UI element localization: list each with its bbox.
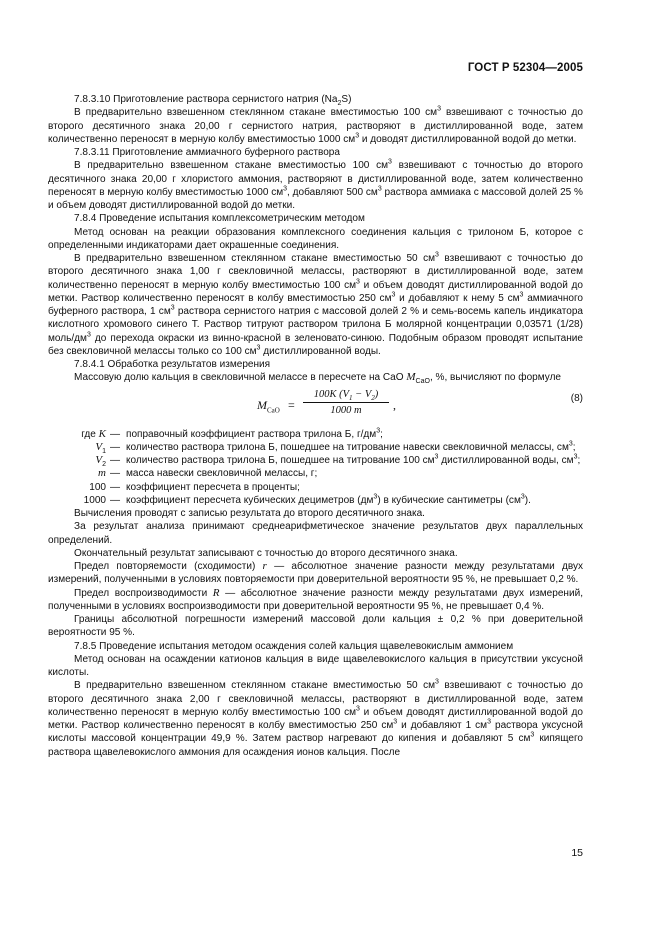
definition-item: где K — поправочный коэффициент раствора трилона Б, $г/дм^3$; (81, 427, 383, 440)
section-title-7-8-3-10: 7.8.3.10 Приготовление раствора сернистого натрия $(Na_2S)$ (74, 94, 352, 107)
section-title-7-8-4: 7.8.4 Проведение испытания комплексометрическим методом (74, 213, 365, 225)
paragraph-final-result: Окончательный результат записывают с точностью до второго десятичного знака. (74, 547, 458, 559)
paragraph-complexometric-procedure: В предварительно взвешенном стеклянном стакане вместимостью 50 $см^3$ взвешивают с точностью до второго десятичного знака 1,00 г свекловичной мелассы, растворяют в дистиллированной воде, затем количественно переносят в мерную колбу вместимостью 100 $см^3$ и объем доводят дистиллированной водой до метки. Раствор количественно переносят в колбу вместимостью 250 $см^3$ и добавляют к нему 5 $см^3$ аммиачного буферного раствора, 1 $см^3$ раствора сернистого натрия с массовой долей 2 % и семь-восемь капель индикатора кислотного хромового синего Т. Раствор титруют раствором трилона Б молярной концентрации 0,03571 (1/28) моль/$дм^3$ до перехода окраски из винно-красной в зеленовато-синюю. Подобным образом проводят испытание без свекловичной мелассы только со 100 $см^3$ дистиллированной воды. (48, 251, 584, 357)
paragraph-error-bounds: Границы абсолютной погрешности измерений массовой доли кальция ± 0,2 % при доверительной вероятности 95 %. (48, 614, 583, 639)
formula-8 (48, 388, 583, 424)
definition-item: $V_2$ — количество раствора трилона Б, пошедшее на титрование 100 $см^3$ дистиллированной воды, $см^3$; (95, 453, 581, 468)
paragraph-oxalate-principle: Метод основан на осаждении катионов кальция в виде щавелевокислого кальция в присутствии уксусной кислоты. (48, 653, 583, 678)
document-body (48, 93, 583, 759)
paragraph-formula-intro: Массовую долю кальция в свекловичной мелассе в пересчете на CaO $M_{CaO}$, %, вычисляют по формуле (74, 371, 562, 386)
section-title-7-8-4-1: 7.8.4.1 Обработка результатов измерения (74, 359, 271, 370)
definition-item: $V_1$ — количество раствора трилона Б, пошедшее на титрование навески свекловичной мелассы, $см^3$; (95, 440, 576, 455)
section-title-7-8-5: 7.8.5 Проведение испытания методом осаждения солей кальция щавелевокислым аммонием (74, 640, 514, 652)
paragraph-reproducibility: Предел воспроизводимости R — абсолютное значение разности между результатами двух измерений, полученными в условиях воспроизводимости при доверительной вероятности 95 %, не превышает 0,4 %. (48, 586, 583, 612)
formula-fraction (303, 388, 389, 418)
formula-lhs: $M_{CaO}$ (257, 397, 280, 414)
formula-definitions (48, 428, 583, 508)
paragraph-calculations: Вычисления проводят с записью результата до второго десятичного знака. (74, 508, 425, 519)
paragraph-7-8-3-10: В предварительно взвешенном стеклянном стакане вместимостью 100 $см^3$ взвешивают с точностью до второго десятичного знака 20,00 г сернистого натрия, растворяют в дистиллированной воде, затем количественно переносят в мерную колбу вместимостью 1000 $см^3$ и доводят дистиллированной водой до метки. (48, 105, 583, 145)
definition-item: m — масса навески свекловичной мелассы, г; (98, 467, 318, 480)
formula-equals: = (288, 397, 295, 412)
page-number: 15 (571, 847, 583, 859)
formula-denominator: 1000 m (330, 404, 362, 416)
section-title-7-8-3-11: 7.8.3.11 Приготовление аммиачного буферного раствора (74, 147, 340, 158)
paragraph-repeatability: Предел повторяемости (сходимости) r — абсолютное значение разности между результатами двух измерений, полученными в условиях повторяемости при доверительной вероятности 95 %, не превышает 0,2 %. (48, 560, 583, 586)
definition-item: 1000 — коэффициент пересчета кубических дециметров $(дм^3)$ в кубические сантиметры $(см^3)$. (83, 493, 531, 506)
paragraph-7-8-3-11: В предварительно взвешенном стакане вместимостью 100 $см^3$ взвешивают с точностью до второго десятичного знака 20,00 г хлористого аммония, растворяют в дистиллированной воде, затем количественно переносят в мерную колбу вместимостью 1000 $см^3$, добавляют 500 $см^3$ раствора аммиака с массовой долей 25 % и объем доводят дистиллированной водой до метки. (48, 158, 583, 211)
definition-item: 100 — коэффициент пересчета в проценты; (89, 481, 300, 493)
paragraph-result: За результат анализа принимают среднеарифметическое значение результатов двух параллельных определений. (48, 521, 583, 546)
paragraph-method-principle: Метод основан на реакции образования комплексного соединения кальция с трилоном Б, которое с определенными индикаторами дает окрашенные соединения. (48, 226, 583, 251)
paragraph-oxalate-procedure: В предварительно взвешенном стеклянном стакане вместимостью 50 $см^3$ взвешивают с точностью до второго десятичного знака 2,00 г свекловичной мелассы, растворяют в дистиллированной воде, затем количественно переносят в мерную колбу вместимостью 100 $см^3$ и объем доводят дистиллированной водой до метки. Раствор количественно переносят в колбу вместимостью 250 $см^3$ и добавляют 1 $см^3$ раствора уксусной кислоты массовой концентрации 49,9 %. Затем раствор нагревают до кипения и добавляют 5 $см^3$ кипящего раствора щавелевокислого аммония для осаждения ионов кальция. После (48, 678, 583, 758)
formula-number: (8) (570, 392, 583, 404)
formula-comma: , (393, 397, 396, 412)
document-id-header: ГОСТ Р 52304—2005 (467, 62, 583, 74)
formula-numerator: 100K $(V_1 - V_2)$ (303, 388, 389, 403)
